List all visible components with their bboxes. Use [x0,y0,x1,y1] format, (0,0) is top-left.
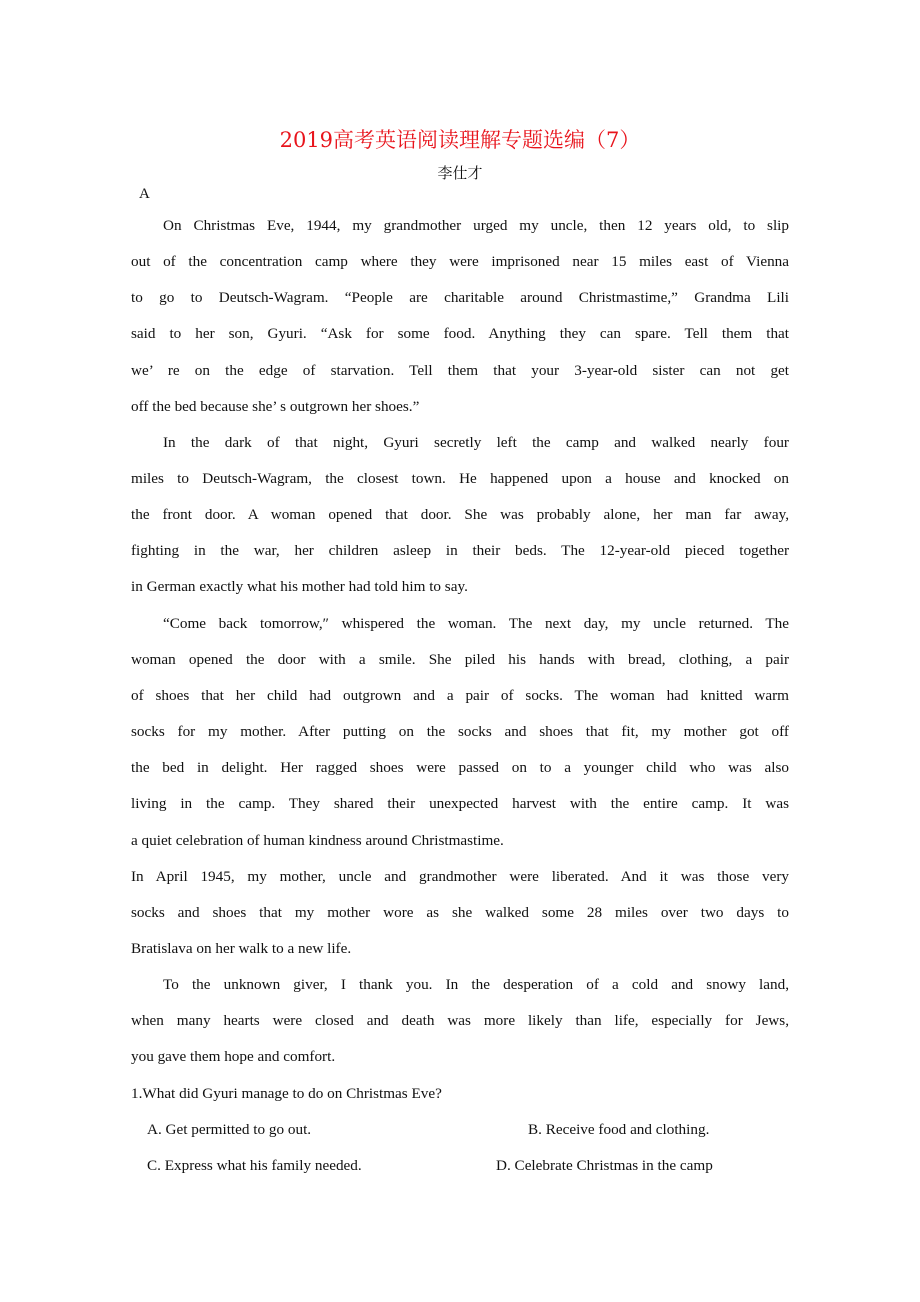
text-line: when many hearts were closed and death was more likely than life, especially for Jews, [131,1012,789,1029]
text-line: socks for my mother. After putting on the socks and shoes that fit, my mother got off [131,723,789,740]
text-line: you gave them hope and comfort. [131,1048,336,1065]
text-line: a quiet celebration of human kindness around Christmastime. [131,832,504,849]
question-text: 1.What did Gyuri manage to do on Christmas Eve? [131,1085,442,1102]
text-line: of shoes that her child had outgrown and a pair of socks. The woman had knitted warm [131,687,789,704]
section-label: A [139,186,150,202]
text-line: the front door. A woman opened that door. She was probably alone, her man far away, [131,506,789,523]
text-line: In the dark of that night, Gyuri secretly left the camp and walked nearly four [163,434,789,451]
option-d: D. Celebrate Christmas in the camp [496,1157,713,1174]
text-line: In April 1945, my mother, uncle and grandmother were liberated. And it was those very [131,868,789,885]
text-line: out of the concentration camp where they were imprisoned near 15 miles east of Vienna [131,253,789,270]
text-line: living in the camp. They shared their unexpected harvest with the entire camp. It was [131,795,789,812]
text-line: woman opened the door with a smile. She piled his hands with bread, clothing, a pair [131,651,789,668]
text-line: socks and shoes that my mother wore as she walked some 28 miles over two days to [131,904,789,921]
text-line: the bed in delight. Her ragged shoes were passed on to a younger child who was also [131,759,789,776]
text-line: to go to Deutsch-Wagram. “People are charitable around Christmastime,” Grandma Lili [131,289,789,306]
text-line: off the bed because she’ s outgrown her shoes.” [131,398,420,415]
text-line: Bratislava on her walk to a new life. [131,940,352,957]
text-line: said to her son, Gyuri. “Ask for some food. Anything they can spare. Tell them that [131,325,789,342]
text-line: miles to Deutsch-Wagram, the closest town. He happened upon a house and knocked on [131,470,789,487]
text-line: fighting in the war, her children asleep in their beds. The 12-year-old pieced together [131,542,789,559]
option-b: B. Receive food and clothing. [528,1121,710,1138]
document-title: 2019高考英语阅读理解专题选编（7） [279,128,641,152]
text-line: in German exactly what his mother had told him to say. [131,578,468,595]
option-a: A. Get permitted to go out. [147,1121,312,1138]
text-line: “Come back tomorrow,″ whispered the woman. The next day, my uncle returned. The [163,615,789,632]
text-line: we’ re on the edge of starvation. Tell them that your 3-year-old sister can not get [131,362,789,379]
text-line: On Christmas Eve, 1944, my grandmother urged my uncle, then 12 years old, to slip [163,217,789,234]
author: 李仕才 [437,164,483,182]
option-c: C. Express what his family needed. [147,1157,362,1174]
text-line: To the unknown giver, I thank you. In the desperation of a cold and snowy land, [163,976,789,993]
